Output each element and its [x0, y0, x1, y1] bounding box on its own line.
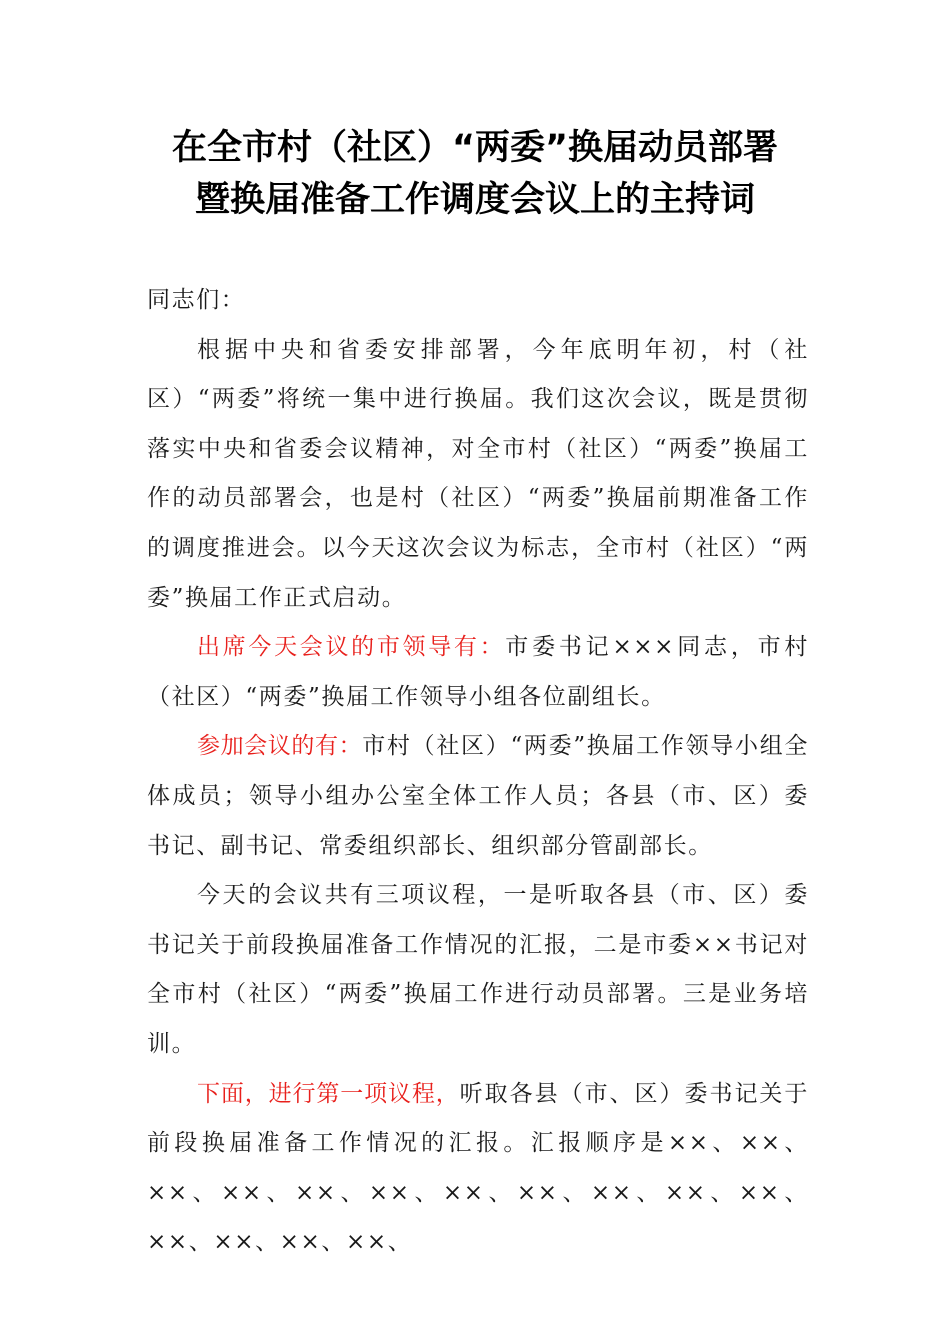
paragraph-4-text: 今天的会议共有三项议程，一是听取各县（市、区）委书记关于前段换届准备工作情况的汇报，二是市委××书记对全市村（社区）“两委”换届工作进行动员部署。三是业务培训。 — [147, 882, 809, 1057]
salutation: 同志们： — [147, 287, 246, 313]
paragraph-3 — [147, 722, 809, 871]
document-body — [147, 276, 809, 1268]
paragraph-5-text: 听取各县（市、区）委书记关于前段换届准备工作情况的汇报。汇报顺序是××、××、××、××、××、××、××、××、××、××、××、××、××、××、××、 — [147, 1080, 809, 1256]
paragraph-2-text: 市委书记×××同志，市村（社区）“两委”换届工作领导小组各位副组长。 — [147, 634, 810, 710]
paragraph-5-lead: 下面，进行第一项议程， — [197, 1080, 460, 1107]
title-line-2: 暨换届准备工作调度会议上的主持词 — [194, 180, 755, 220]
paragraph-3-lead: 参加会议的有： — [197, 733, 363, 760]
paragraph-4 — [147, 871, 809, 1069]
paragraph-2-lead: 出席今天会议的市领导有： — [197, 634, 506, 661]
paragraph-5 — [147, 1070, 809, 1268]
paragraph-2 — [147, 623, 809, 722]
document-title — [0, 122, 950, 226]
title-line-1: 在全市村（社区）“两委”换届动员部署 — [171, 128, 778, 168]
paragraph-1-text: 根据中央和省委安排部署，今年底明年初，村（社区）“两委”将统一集中进行换届。我们这次会议，既是贯彻落实中央和省委会议精神，对全市村（社区）“两委”换届工作的动员部署会，也是村（社区）“两委”换届前期准备工作的调度推进会。以今天这次会议为标志，全市村（社区）“两委”换届工作正式启动。 — [147, 336, 809, 611]
paragraph-3-text: 市村（社区）“两委”换届工作领导小组全体成员；领导小组办公室全体工作人员；各县（市、区）委书记、副书记、常委组织部长、组织部分管副部长。 — [147, 733, 810, 859]
paragraph-1 — [147, 326, 809, 624]
